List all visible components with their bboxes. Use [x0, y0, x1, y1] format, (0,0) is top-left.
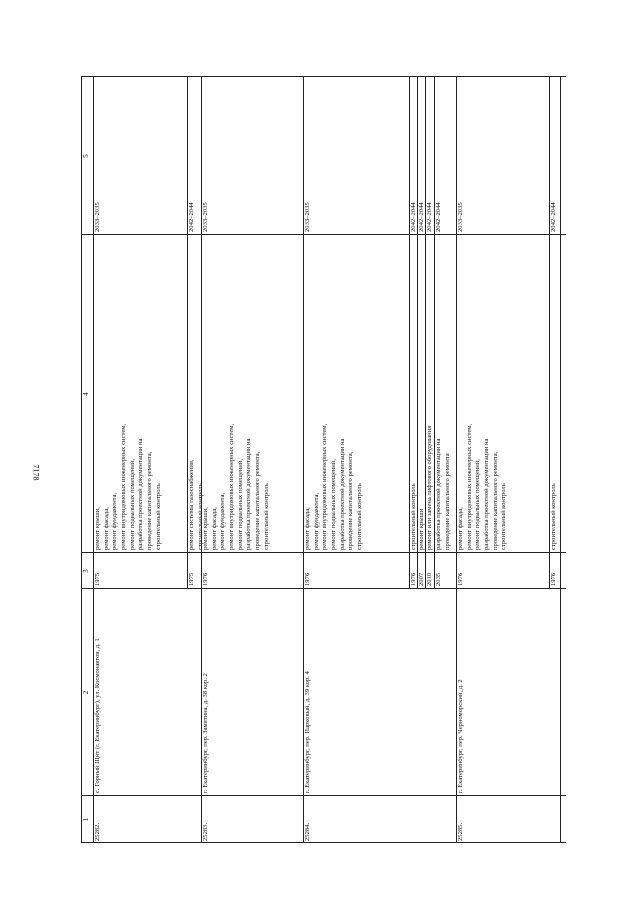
- work-item: ремонт внутридомовых инженерных систем,: [465, 423, 473, 550]
- period-cell: 2042–2044: [410, 202, 417, 232]
- work-item: ремонт подвальных помещений,: [474, 459, 482, 550]
- work-item: проведение капитального ремонта,: [254, 451, 262, 550]
- work-item: разработка проектной документации на: [245, 438, 253, 550]
- work-item: ремонт крыши: [418, 508, 425, 550]
- work-item: проведение капитального ремонта: [443, 453, 451, 550]
- work-item: разработка проектной документации на: [338, 438, 346, 550]
- period-cell: 2042–2044: [426, 202, 433, 232]
- work-item: разработка проектной документации на: [483, 438, 491, 550]
- period-cell: 2033–2035: [202, 202, 209, 232]
- work-item: ремонт подвальных помещений,: [128, 459, 136, 550]
- year-cell: 2035: [435, 572, 442, 586]
- column-border: [81, 795, 566, 796]
- work-item: строительный контроль: [410, 483, 417, 550]
- work-item: строительный контроль: [154, 483, 162, 550]
- works-list: [304, 424, 365, 550]
- year-cell: 1976: [457, 572, 464, 586]
- row-number: 25282.: [94, 822, 101, 841]
- row-number: 25283.: [202, 822, 209, 841]
- work-item: ремонт внутридомовых инженерных систем,: [321, 423, 329, 550]
- year-cell: 1976: [304, 572, 311, 586]
- column-border: [81, 76, 566, 77]
- work-item: ремонт или замена лифтового оборудования: [426, 425, 433, 550]
- page-number: 7178: [31, 464, 41, 481]
- work-item: ремонт фундамента,: [111, 492, 119, 550]
- year-cell: 1976: [550, 572, 557, 586]
- work-item: ремонт системы газоснабжения,: [188, 459, 195, 550]
- row-number: 25284.: [304, 822, 311, 841]
- work-item: ремонт подвальных помещений,: [330, 459, 338, 550]
- period-cell: 2042–2044: [550, 202, 557, 232]
- period-cell: 2033–2035: [94, 202, 101, 232]
- row-number: 25285.: [457, 822, 464, 841]
- period-cell: 2033–2035: [304, 202, 311, 232]
- works-list: [202, 424, 272, 550]
- year-cell: 2007: [418, 572, 425, 586]
- year-cell: 1975: [94, 572, 101, 586]
- period-cell: 2042–2044: [188, 202, 195, 232]
- work-item: строительный контроль: [196, 483, 204, 550]
- works-list: [435, 439, 452, 551]
- period-cell: 2033–2035: [457, 202, 464, 232]
- year-cell: 1976: [202, 572, 209, 586]
- work-item: ремонт фундамента,: [312, 492, 320, 550]
- work-item: ремонт фасада,: [210, 507, 218, 550]
- work-item: ремонт фундамента,: [219, 492, 227, 550]
- work-item: ремонт фасада,: [457, 507, 464, 550]
- works-list: [457, 424, 509, 550]
- column-header-5: 5: [82, 154, 90, 158]
- row-separator: [560, 77, 561, 843]
- column-border: [81, 552, 566, 553]
- works-list: [550, 483, 559, 550]
- row-address: г. Екатеринбург, пер. Черноморский, д. 2: [457, 679, 464, 793]
- work-item: ремонт внутридомовых инженерных систем,: [228, 423, 236, 550]
- period-cell: 2042–2044: [418, 202, 425, 232]
- column-header-3: 3: [82, 569, 90, 573]
- period-cell: 2042–2044: [435, 202, 442, 232]
- work-item: ремонт крыши,: [94, 507, 101, 550]
- work-item: строительный контроль: [550, 483, 557, 550]
- work-item: разработка проектной документации на: [137, 438, 145, 550]
- column-header-4: 4: [82, 392, 90, 396]
- row-address: г. Екатеринбург, пер. Парковый, д. 39 кор. 4: [304, 671, 311, 793]
- work-item: проведение капитального ремонта,: [146, 451, 154, 550]
- work-item: ремонт крыши,: [202, 507, 209, 550]
- works-list: [94, 424, 164, 550]
- work-item: ремонт фасада,: [102, 507, 110, 550]
- work-item: ремонт фасада,: [304, 507, 311, 550]
- work-item: проведение капитального ремонта,: [347, 451, 355, 550]
- table-border-top: [81, 77, 82, 843]
- year-cell: 2010: [426, 572, 433, 586]
- work-item: строительный контроль: [262, 483, 270, 550]
- column-border: [81, 234, 566, 235]
- column-header-1: 1: [82, 817, 90, 822]
- year-cell: 1976: [410, 572, 417, 586]
- column-border: [81, 588, 566, 589]
- work-item: проведение капитального ремонта,: [491, 451, 499, 550]
- table-rotated-frame: [81, 77, 566, 843]
- work-item: ремонт внутридомовых инженерных систем,: [120, 423, 128, 550]
- work-item: разработка проектной документации на: [435, 438, 442, 550]
- column-header-2: 2: [82, 690, 90, 695]
- work-item: строительный контроль: [500, 483, 508, 550]
- row-address: с. Горный Щит (г. Екатеринбург), ул. Космонавтов, д. 1: [94, 638, 101, 793]
- work-item: ремонт подвальных помещений,: [236, 459, 244, 550]
- column-border: [81, 842, 566, 843]
- row-address: г. Екатеринбург, пер. Замятина, д. 38 кор. 2: [202, 673, 209, 793]
- year-cell: 1975: [188, 572, 195, 586]
- work-item: строительный контроль: [356, 483, 364, 550]
